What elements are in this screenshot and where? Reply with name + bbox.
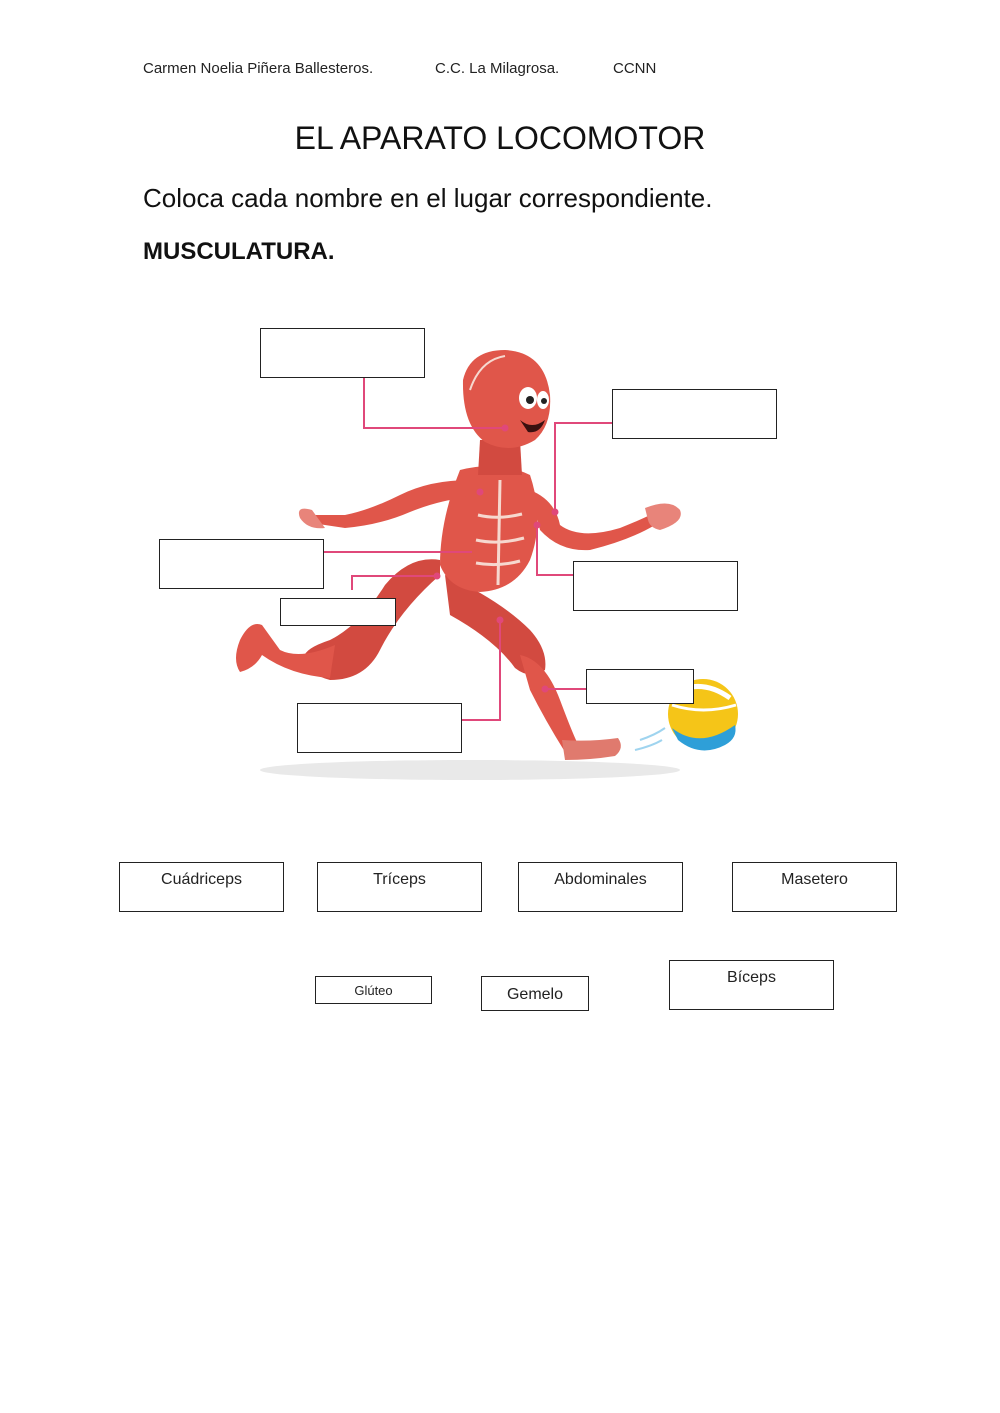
answer-box-thigh[interactable]	[297, 703, 462, 753]
author-name: Carmen Noelia Piñera Ballesteros.	[143, 60, 374, 77]
answer-box-face[interactable]	[260, 328, 425, 378]
answer-box-calf[interactable]	[586, 669, 694, 704]
school-name: C.C. La Milagrosa.	[435, 60, 560, 77]
leader-lines	[324, 378, 612, 720]
instruction-text: Coloca cada nombre en el lugar correspondiente.	[143, 183, 713, 213]
word-gluteo[interactable]: Glúteo	[315, 976, 432, 1004]
word-cuadriceps[interactable]: Cuádriceps	[119, 862, 284, 912]
word-triceps[interactable]: Tríceps	[317, 862, 482, 912]
page-title: EL APARATO LOCOMOTOR	[294, 120, 706, 156]
word-abdominales[interactable]: Abdominales	[518, 862, 683, 912]
leader-dots	[434, 425, 559, 693]
answer-box-forearm[interactable]	[573, 561, 738, 611]
subject-name: CCNN	[613, 60, 657, 77]
word-biceps[interactable]: Bíceps	[669, 960, 834, 1010]
word-masetero[interactable]: Masetero	[732, 862, 897, 912]
answer-box-hip[interactable]	[280, 598, 396, 626]
section-heading: MUSCULATURA.	[143, 238, 335, 265]
answer-box-chest[interactable]	[159, 539, 324, 589]
answer-box-arm-upper[interactable]	[612, 389, 777, 439]
ground-shadow	[260, 760, 680, 780]
word-gemelo[interactable]: Gemelo	[481, 976, 589, 1011]
